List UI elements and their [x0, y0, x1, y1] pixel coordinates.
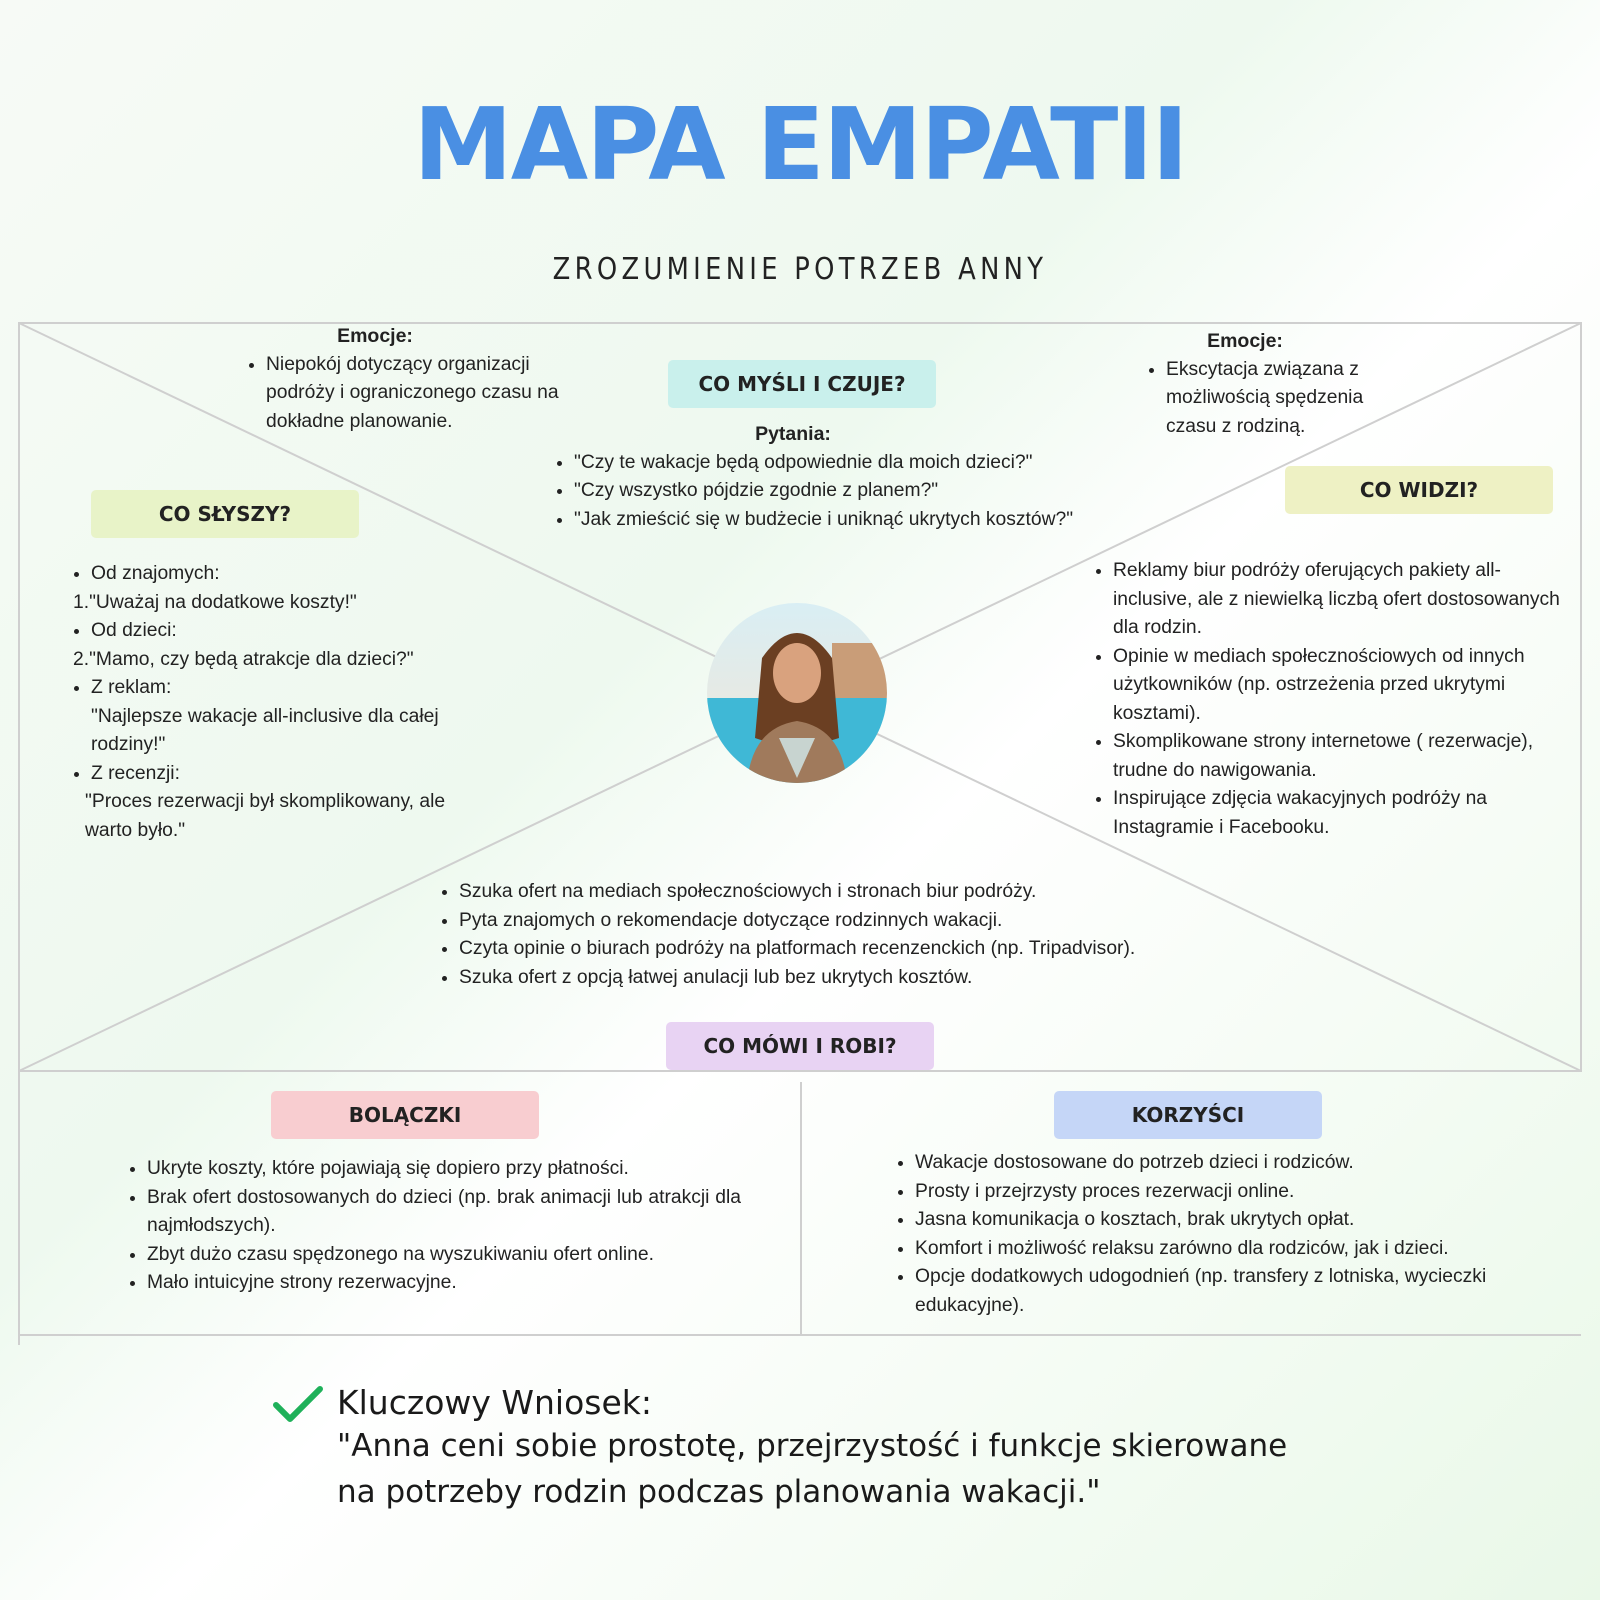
pain-item: • Zbyt dużo czasu spędzonego na wyszukiwaniu ofert online.: [147, 1241, 741, 1270]
hears-quote: 2."Mamo, czy będą atrakcje dla dzieci?": [73, 648, 414, 670]
page-subtitle: ZROZUMIENIE POTRZEB ANNY: [552, 252, 1048, 287]
page-title: MAPA EMPATII: [413, 86, 1187, 203]
sees-item: • Inspirujące zdjęcia wakacyjnych podróży na Instagramie i Facebooku.: [1113, 785, 1577, 842]
says-item: • Pyta znajomych o rekomendacje dotyczące rodzinnych wakacji.: [459, 907, 1233, 936]
pain-item: • Ukryte koszty, które pojawiają się dopiero przy płatności.: [147, 1155, 741, 1184]
thinks-questions: [548, 420, 1098, 534]
emotions-right-item: • Ekscytacja związana z możliwością spędzenia czasu z rodziną.: [1166, 356, 1390, 442]
question-item: • "Czy wszystko pójdzie zgodnie z planem?": [574, 477, 1098, 506]
gain-item: • Wakacje dostosowane do potrzeb dzieci i rodziców.: [915, 1149, 1579, 1178]
hears-source: • Z recenzji:: [91, 760, 485, 789]
pains-label: BOLĄCZKI: [271, 1091, 539, 1139]
says-item: • Czyta opinie o biurach podróży na platformach recenzenckich (np. Tripadvisor).: [459, 935, 1233, 964]
pain-item: • Brak ofert dostosowanych do dzieci (np. brak animacji lub atrakcji dla najmłodszych).: [147, 1184, 741, 1241]
sees-list: [1087, 557, 1577, 842]
question-item: • "Jak zmieścić się w budżecie i uniknąć ukrytych kosztów?": [574, 506, 1098, 535]
persona-avatar: [707, 603, 887, 783]
gain-item: • Jasna komunikacja o kosztach, brak ukrytych opłat.: [915, 1206, 1579, 1235]
hears-source: • Z reklam:: [91, 674, 485, 703]
emotions-right-heading: Emocje:: [1207, 330, 1283, 352]
questions-heading: Pytania:: [755, 423, 831, 445]
emotions-left-item: • Niepokój dotyczący organizacji podróży i ograniczonego czasu na dokładne planowanie.: [266, 351, 580, 437]
sees-item: • Opinie w mediach społecznościowych od innych użytkowników (np. ostrzeżenia przed ukrytymi kosztami).: [1113, 643, 1577, 729]
says-list: [433, 878, 1233, 992]
gains-label: KORZYŚCI: [1054, 1091, 1322, 1139]
thinks-and-feels-label: CO MYŚLI I CZUJE?: [668, 360, 936, 408]
gain-item: • Komfort i możliwość relaksu zarówno dla rodziców, jak i dzieci.: [915, 1235, 1579, 1264]
gain-item: • Opcje dodatkowych udogodnień (np. transfery z lotniska, wycieczki edukacyjne).: [915, 1263, 1579, 1320]
thinks-emotions-left: [240, 322, 580, 436]
hears-source: • Od dzieci:: [91, 617, 485, 646]
says-item: • Szuka ofert z opcją łatwej anulacji lub bez ukrytych kosztów.: [459, 964, 1233, 993]
says-item: • Szuka ofert na mediach społecznościowych i stronach biur podróży.: [459, 878, 1233, 907]
checkmark-icon: [272, 1385, 324, 1425]
sees-label: CO WIDZI?: [1285, 466, 1553, 514]
pain-item: • Mało intuicyjne strony rezerwacyjne.: [147, 1269, 741, 1298]
sees-item: • Skomplikowane strony internetowe ( rezerwacje), trudne do nawigowania.: [1113, 728, 1577, 785]
says-and-does-label: CO MÓWI I ROBI?: [666, 1022, 934, 1070]
hears-quote: "Najlepsze wakacje all-inclusive dla całej rodziny!": [91, 705, 439, 755]
question-item: • "Czy te wakacje będą odpowiednie dla moich dzieci?": [574, 449, 1098, 478]
conclusion-line-2: na potrzeby rodzin podczas planowania wakacji.": [337, 1474, 1101, 1510]
hears-quote: 1."Uważaj na dodatkowe koszty!": [73, 591, 357, 613]
hears-source: • Od znajomych:: [91, 560, 485, 589]
emotions-left-heading: Emocje:: [337, 325, 413, 347]
hears-quote: "Proces rezerwacji był skomplikowany, ale warto było.": [85, 791, 446, 841]
gain-item: • Prosty i przejrzysty proces rezerwacji online.: [915, 1178, 1579, 1207]
hears-label: CO SŁYSZY?: [91, 490, 359, 538]
sees-item: • Reklamy biur podróży oferujących pakiety all-inclusive, ale z niewielką liczbą ofert dostosowanych dla rodzin.: [1113, 557, 1577, 643]
pains-list: [121, 1155, 741, 1298]
conclusion-heading: Kluczowy Wniosek:: [337, 1383, 653, 1422]
gains-list: [889, 1149, 1579, 1320]
hears-list: [65, 560, 485, 845]
conclusion-line-1: "Anna ceni sobie prostotę, przejrzystość i funkcje skierowane: [337, 1428, 1288, 1464]
thinks-emotions-right: [1140, 327, 1390, 441]
